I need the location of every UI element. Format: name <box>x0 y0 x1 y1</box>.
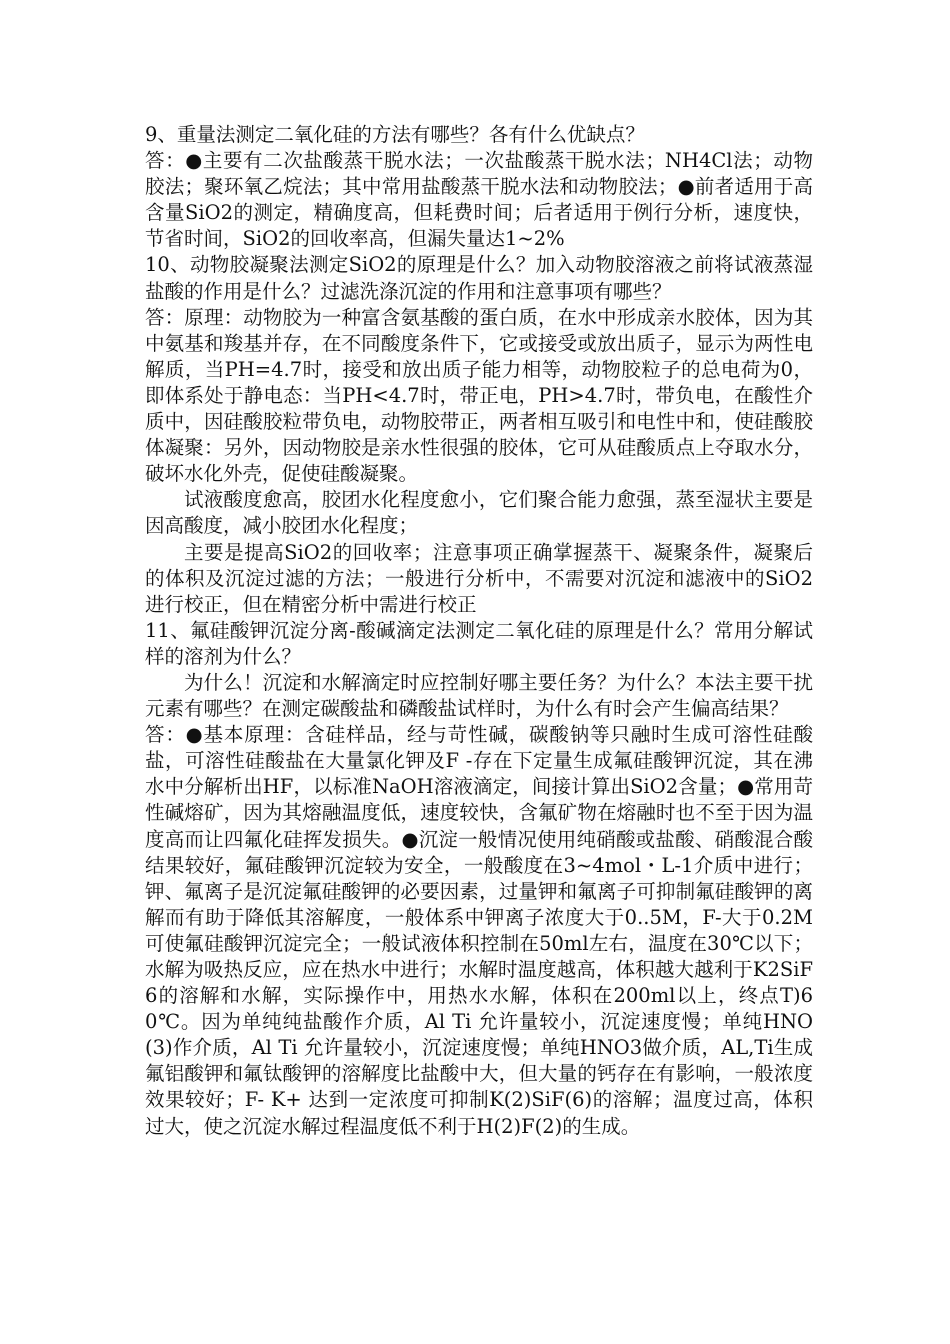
question-11-heading: 11、氟硅酸钾沉淀分离-酸碱滴定法测定二氧化硅的原理是什么？常用分解试样的溶剂为什么？ <box>145 618 813 668</box>
answer-10-principle: 答：原理：动物胶为一种富含氨基酸的蛋白质，在水中形成亲水胶体，因为其中氨基和羧基并存，在不同酸度条件下，它或接受或放出质子，显示为两性电解质，当PH=4.7时，接受和放出质子能力相等，动物胶粒子的总电荷为0，即体系处于静电态：当PH<4.7时，带正电，PH>4.7时，带负电，在酸性介质中，因硅酸胶粒带负电，动物胶带正，两者相互吸引和电性中和，使硅酸胶体凝聚：另外，因动物胶是亲水性很强的胶体，它可从硅酸质点上夺取水分，破坏水化外壳，促使硅酸凝聚。 <box>145 305 813 486</box>
answer-10-notes: 主要是提高SiO2的回收率；注意事项正确掌握蒸干、凝聚条件，凝聚后的体积及沉淀过滤的方法；一般进行分析中，不需要对沉淀和滤液中的SiO2进行校正，但在精密分析中需进行校正 <box>145 540 813 616</box>
answer-11: 答：●基本原理：含硅样品，经与苛性碱，碳酸钠等只融时生成可溶性硅酸盐，可溶性硅酸盐在大量氯化钾及F -存在下定量生成氟硅酸钾沉淀，其在沸水中分解析出HF，以标准NaOH溶液滴定，间接计算出SiO2含量；●常用苛性碱熔矿，因为其熔融温度低，速度较快，含氟矿物在熔融时也不至于因为温度高而让四氟化硅挥发损失。●沉淀一般情况使用纯硝酸或盐酸、硝酸混合酸结果较好，氟硅酸钾沉淀较为安全，一般酸度在3~4mol・L-1介质中进行；钾、氟离子是沉淀氟硅酸钾的必要因素，过量钾和氟离子可抑制氟硅酸钾的离解而有助于降低其溶解度，一般体系中钾离子浓度大于0..5M，F-大于0.2M可使氟硅酸钾沉淀完全；一般试液体积控制在50ml左右，温度在30℃以下；水解为吸热反应，应在热水中进行；水解时温度越高，体积越大越利于K2SiF6的溶解和水解，实际操作中，用热水水解，体积在200ml以上，终点T)60℃。因为单纯纯盐酸作介质，Al Ti 允许量较小，沉淀速度慢；单纯HNO(3)作介质，Al Ti 允许量较小，沉淀速度慢；单纯HNO3做介质，AL,Ti生成氟铝酸钾和氟钛酸钾的溶解度比盐酸中大，但大量的钙存在有影响，一般浓度效果较好；F- K+ 达到一定浓度可抑制K(2)SiF(6)的溶解；温度过高，体积过大，使之沉淀水解过程温度低不利于H(2)F(2)的生成。 <box>145 723 813 1138</box>
question-10-heading: 10、动物胶凝聚法测定SiO2的原理是什么？加入动物胶溶液之前将试液蒸湿盐酸的作用是什么？过滤洗涤沉淀的作用和注意事项有哪些？ <box>145 253 813 303</box>
answer-9: 答：●主要有二次盐酸蒸干脱水法；一次盐酸蒸干脱水法；NH4Cl法；动物胶法；聚环氧乙烷法；其中常用盐酸蒸干脱水法和动物胶法；●前者适用于高含量SiO2的测定，精确度高，但耗费时间；后者适用于例行分析，速度快，节省时间，SiO2的回收率高，但漏失量达1~2% <box>145 149 813 251</box>
question-9-heading: 9、重量法测定二氧化硅的方法有哪些？各有什么优缺点？ <box>145 123 645 146</box>
question-11-continued: 为什么！沉淀和水解滴定时应控制好哪主要任务？为什么？本法主要干扰元素有哪些？在测定碳酸盐和磷酸盐试样时，为什么有时会产生偏高结果？ <box>145 670 813 721</box>
answer-10-acidity: 试液酸度愈高，胶团水化程度愈小，它们聚合能力愈强，蒸至湿状主要是因高酸度，减小胶团水化程度； <box>145 488 813 538</box>
document-body <box>145 122 813 1140</box>
